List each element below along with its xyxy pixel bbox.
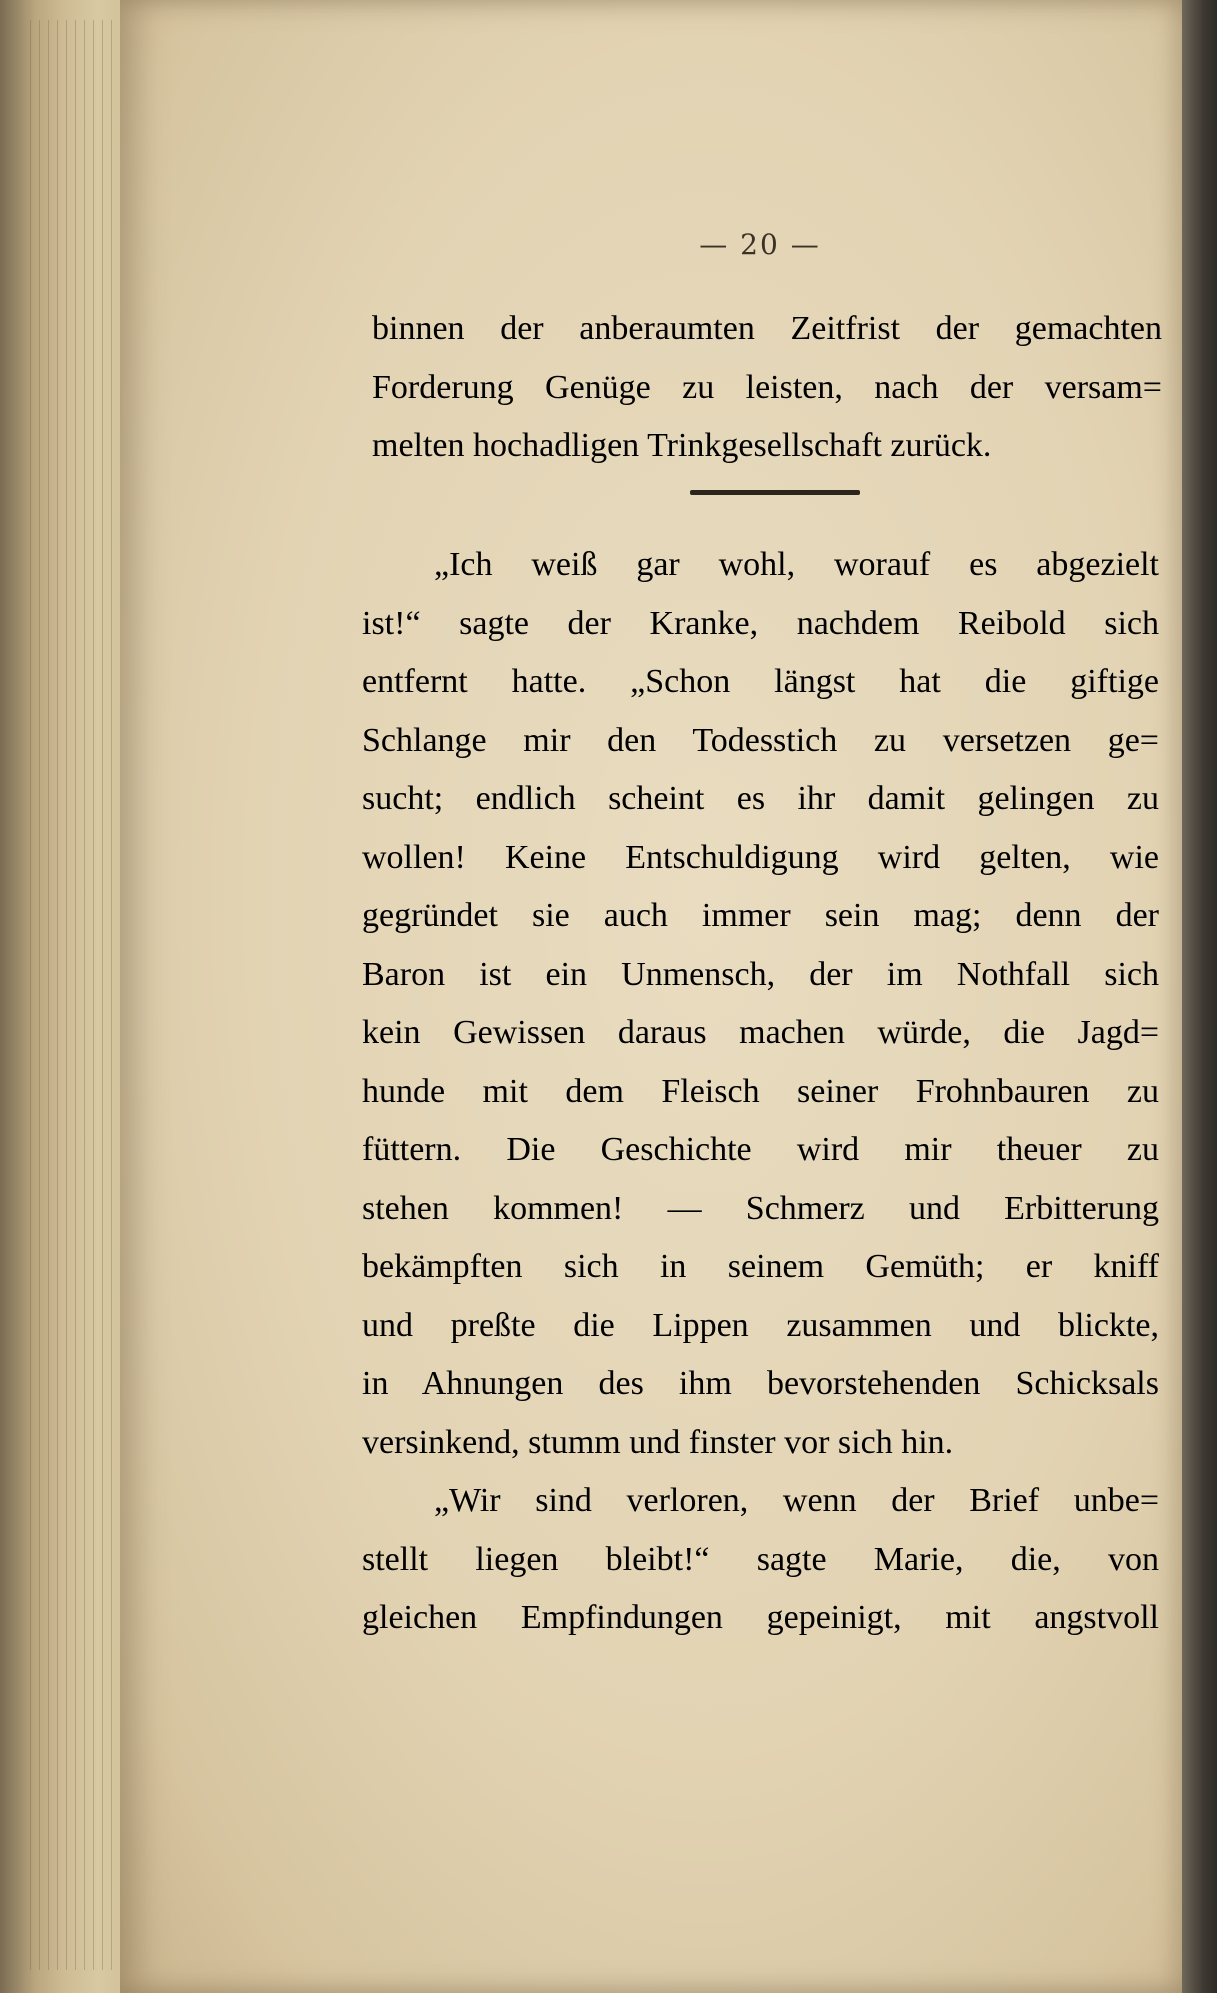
text-line: „Wir sind verloren, wenn der Brief unbe= (434, 1482, 1159, 1519)
text-line: versinkend, stumm und finster vor sich hin. (362, 1423, 954, 1461)
text-line: „Ich weiß gar wohl, worauf es abgezielt (434, 546, 1159, 583)
text-line: gleichen Empfindungen gepeinigt, mit angstvoll (362, 1599, 1159, 1636)
text-line: bekämpften sich in seinem Gemüth; er kniff (362, 1248, 1159, 1285)
text-line: Forderung Genüge zu leisten, nach der versam= (372, 368, 1162, 406)
text-line: Schlange mir den Todesstich zu versetzen ge= (362, 721, 1159, 759)
text-line: hunde mit dem Fleisch seiner Frohnbauren zu (362, 1072, 1159, 1110)
text-line: füttern. Die Geschichte wird mir theuer zu (362, 1131, 1159, 1168)
paragraph-continued (372, 300, 1162, 476)
text-line: in Ahnungen des ihm bevorstehenden Schicksals (362, 1365, 1159, 1402)
page-number: — 20 — (699, 228, 821, 261)
book-spine-edge (0, 0, 140, 1993)
text-line: gegründet sie auch immer sein mag; denn der (362, 897, 1159, 934)
book-cover-edge (1182, 0, 1217, 1993)
text-line: ist!“ sagte der Kranke, nachdem Reibold sich (362, 604, 1159, 642)
text-line: wollen! Keine Entschuldigung wird gelten, wie (362, 838, 1159, 876)
text-line: melten hochadligen Trinkgesellschaft zurück. (372, 427, 992, 464)
text-line: binnen der anberaumten Zeitfrist der gemachten (372, 310, 1162, 347)
text-line: stehen kommen! — Schmerz und Erbitterung (362, 1189, 1159, 1227)
page-stack-edges (30, 20, 130, 1970)
text-line: kein Gewissen daraus machen würde, die Jagd= (362, 1014, 1159, 1051)
section-divider-rule (690, 490, 860, 495)
text-line: stellt liegen bleibt!“ sagte Marie, die, von (362, 1540, 1159, 1578)
text-line: entfernt hatte. „Schon längst hat die giftige (362, 663, 1159, 700)
text-line: und preßte die Lippen zusammen und blickte, (362, 1306, 1159, 1344)
text-line: Baron ist ein Unmensch, der im Nothfall sich (362, 955, 1159, 993)
paragraph-main (362, 536, 1159, 1648)
text-line: sucht; endlich scheint es ihr damit gelingen zu (362, 780, 1159, 817)
